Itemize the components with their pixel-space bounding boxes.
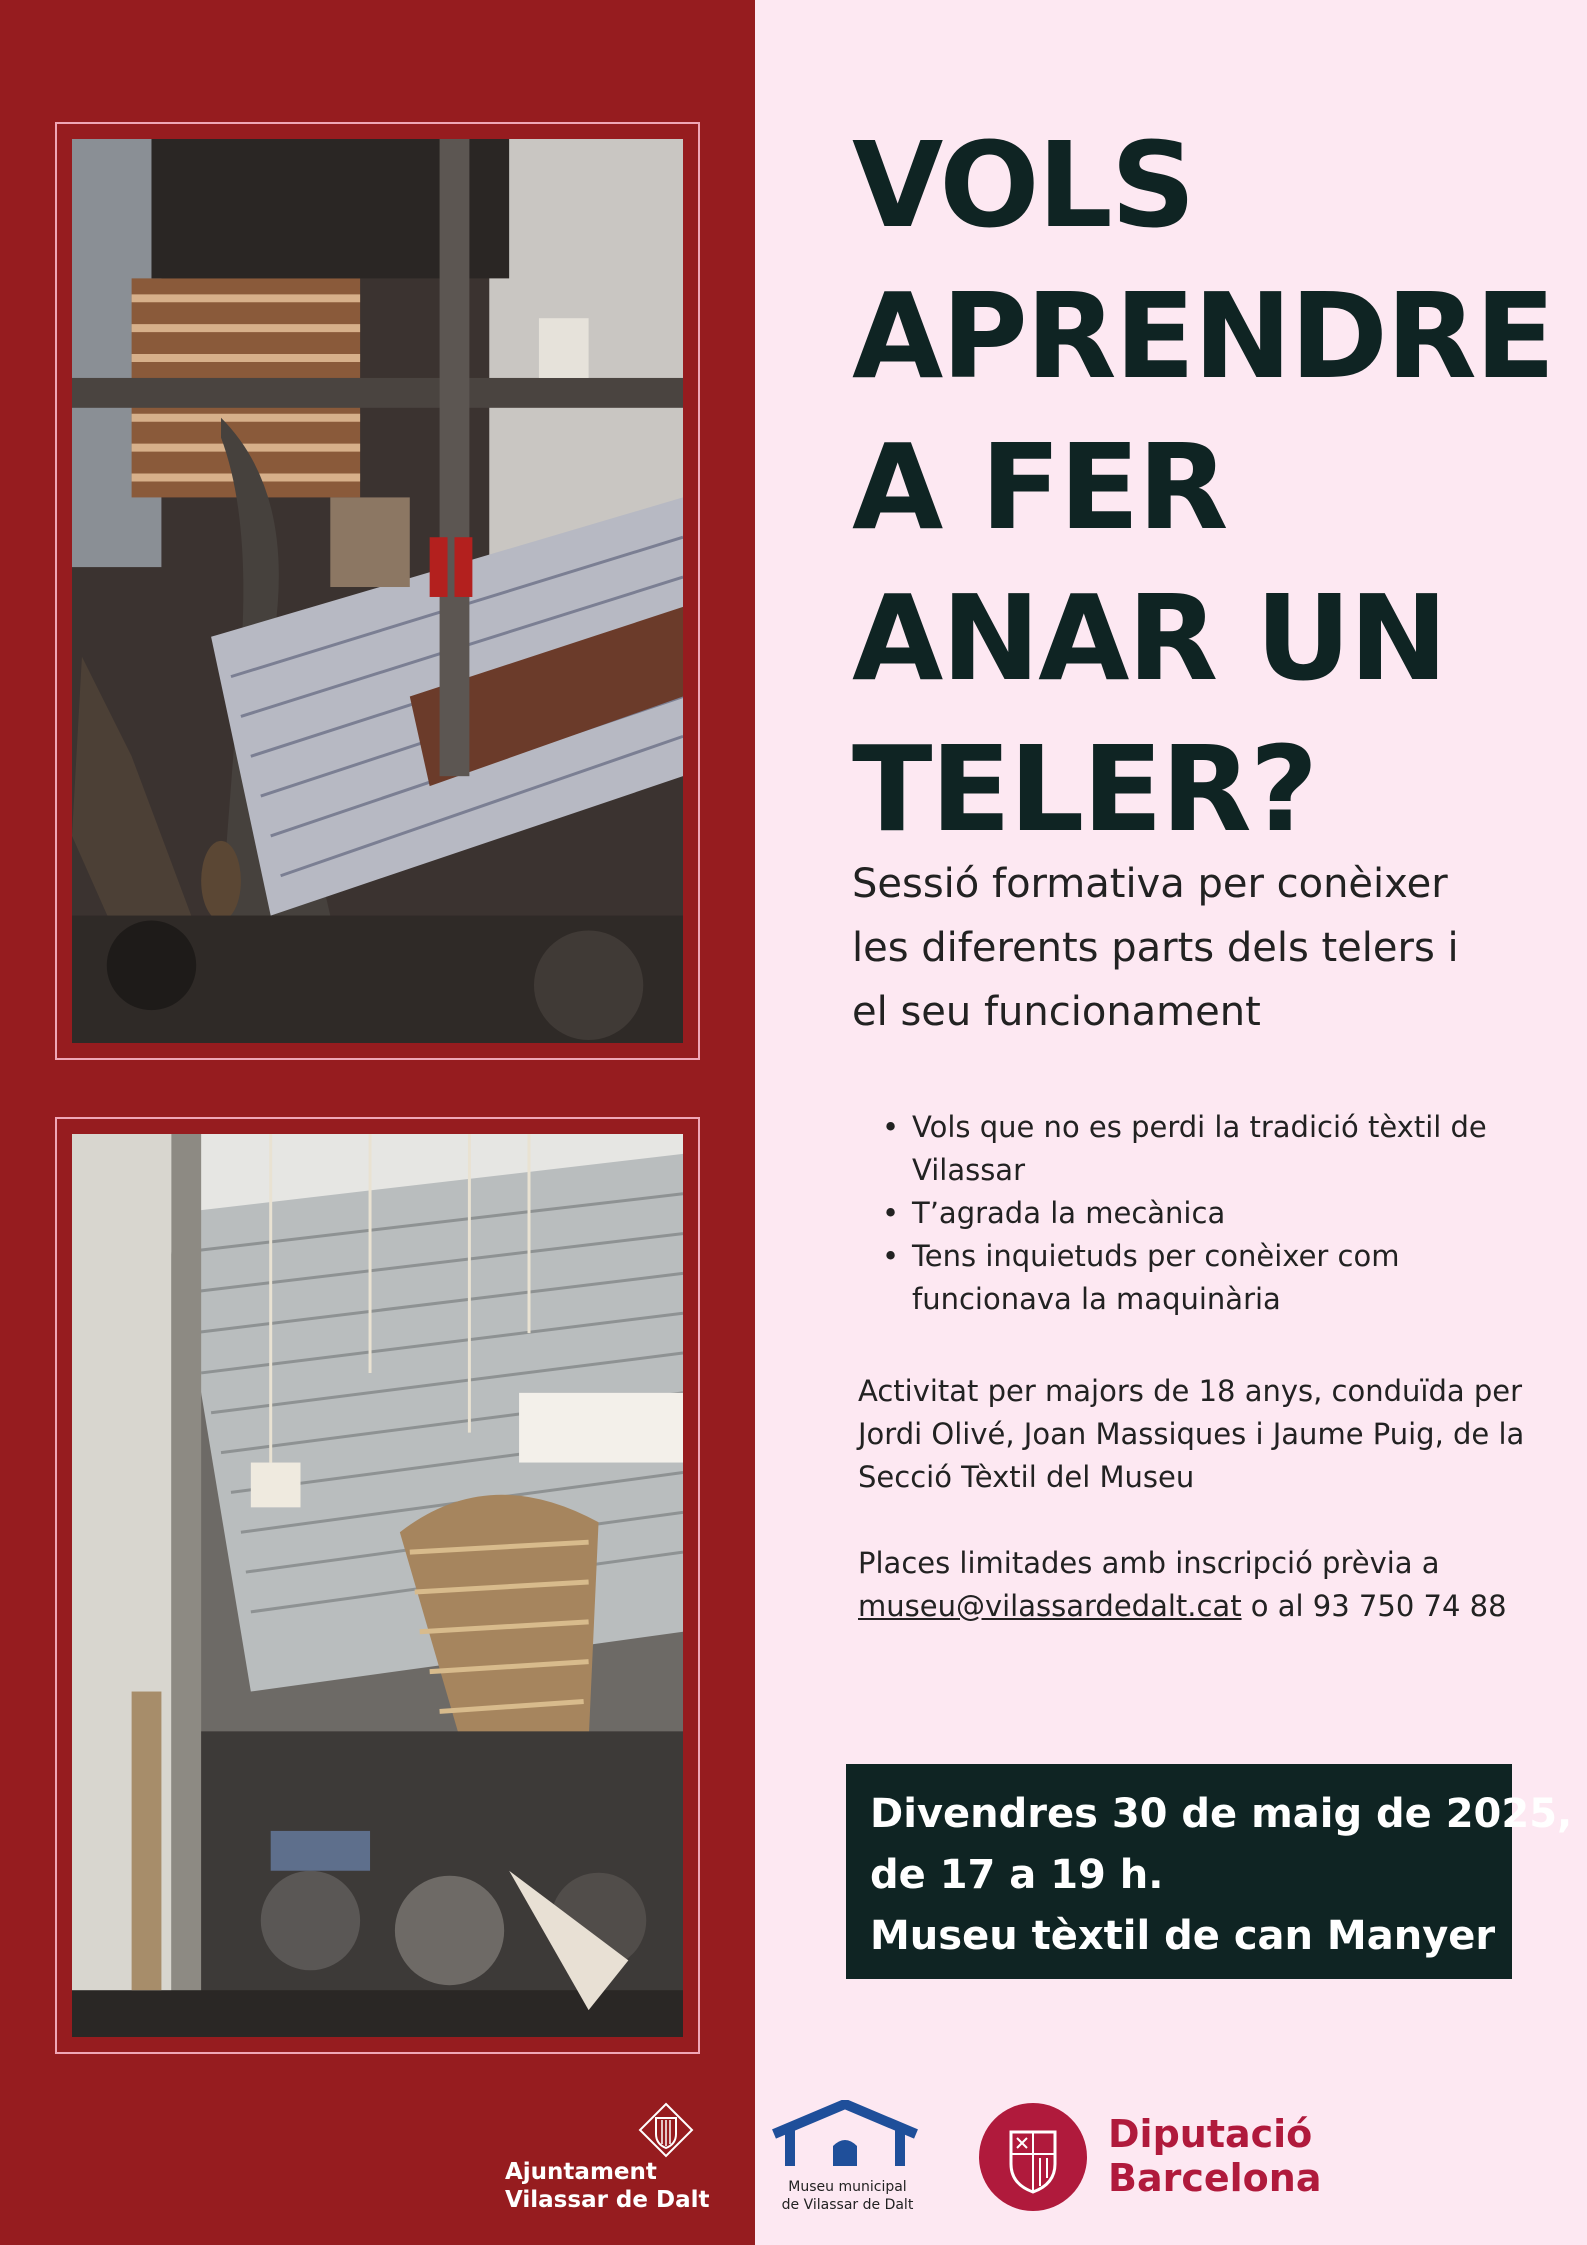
weaving-hall-photo [72, 1134, 683, 2037]
headline-line: APRENDRE [852, 267, 1554, 405]
museu-line: de Vilassar de Dalt [781, 2197, 914, 2213]
registration-text [858, 1542, 1538, 1628]
subtitle-line: el seu funcionament [852, 989, 1261, 1035]
list-item [882, 1106, 1542, 1192]
diputacio-line: Diputació [1108, 2112, 1313, 2156]
subtitle [852, 852, 1532, 1044]
ajuntament-logo [505, 2102, 755, 2222]
headline [852, 110, 1552, 865]
phone-text: o al 93 750 74 88 [1241, 1589, 1507, 1623]
loom-photo [72, 139, 683, 1043]
museu-house-icon [770, 2100, 920, 2170]
photo-frame-bottom [55, 1117, 700, 2054]
activity-line: Activitat per majors de 18 anys, conduïda per [858, 1374, 1523, 1408]
museu-line: Museu municipal [788, 2179, 907, 2195]
event-venue: Museu tèxtil de can Manyer [870, 1913, 1496, 1959]
subtitle-line: Sessió formativa per conèixer [852, 861, 1448, 907]
event-details-box [846, 1764, 1573, 1979]
diputacio-line: Barcelona [1108, 2156, 1322, 2200]
ajuntament-line: Vilassar de Dalt [505, 2187, 710, 2213]
bullet-line: • Vols que no es perdi la tradició tèxtil de [912, 1110, 1487, 1144]
activity-text [858, 1370, 1538, 1499]
ajuntament-line: Ajuntament [505, 2159, 657, 2185]
ajuntament-shield-icon [638, 2102, 694, 2158]
bullet-line: • T’agrada la mecànica [912, 1196, 1226, 1230]
museu-logo [770, 2100, 925, 2220]
headline-line: A FER [852, 418, 1227, 556]
registration-line: Places limitades amb inscripció prèvia a [858, 1546, 1440, 1580]
bullet-line: funcionava la maquinària [912, 1282, 1281, 1316]
bullet-line: Vilassar [912, 1153, 1025, 1187]
photo-frame-top [55, 122, 700, 1060]
email-link[interactable]: museu@vilassardedalt.cat [858, 1589, 1242, 1623]
bullet-line: • Tens inquietuds per conèixer com [912, 1239, 1400, 1273]
headline-line: ANAR UN [852, 569, 1446, 707]
subtitle-line: les diferents parts dels telers i [852, 925, 1459, 971]
activity-line: Secció Tèxtil del Museu [858, 1460, 1195, 1494]
event-time: de 17 a 19 h. [870, 1852, 1164, 1898]
diputacio-shield-icon [978, 2102, 1088, 2212]
headline-line: VOLS [852, 116, 1194, 254]
list-item [882, 1192, 1542, 1235]
event-date: Divendres 30 de maig de 2025, [870, 1791, 1573, 1837]
bullet-list [882, 1106, 1542, 1321]
list-item [882, 1235, 1542, 1321]
registration-contact [858, 1585, 1538, 1628]
diputacio-logo [978, 2100, 1322, 2215]
headline-line: TELER? [852, 720, 1317, 858]
activity-line: Jordi Olivé, Joan Massiques i Jaume Puig, de la [858, 1417, 1525, 1451]
